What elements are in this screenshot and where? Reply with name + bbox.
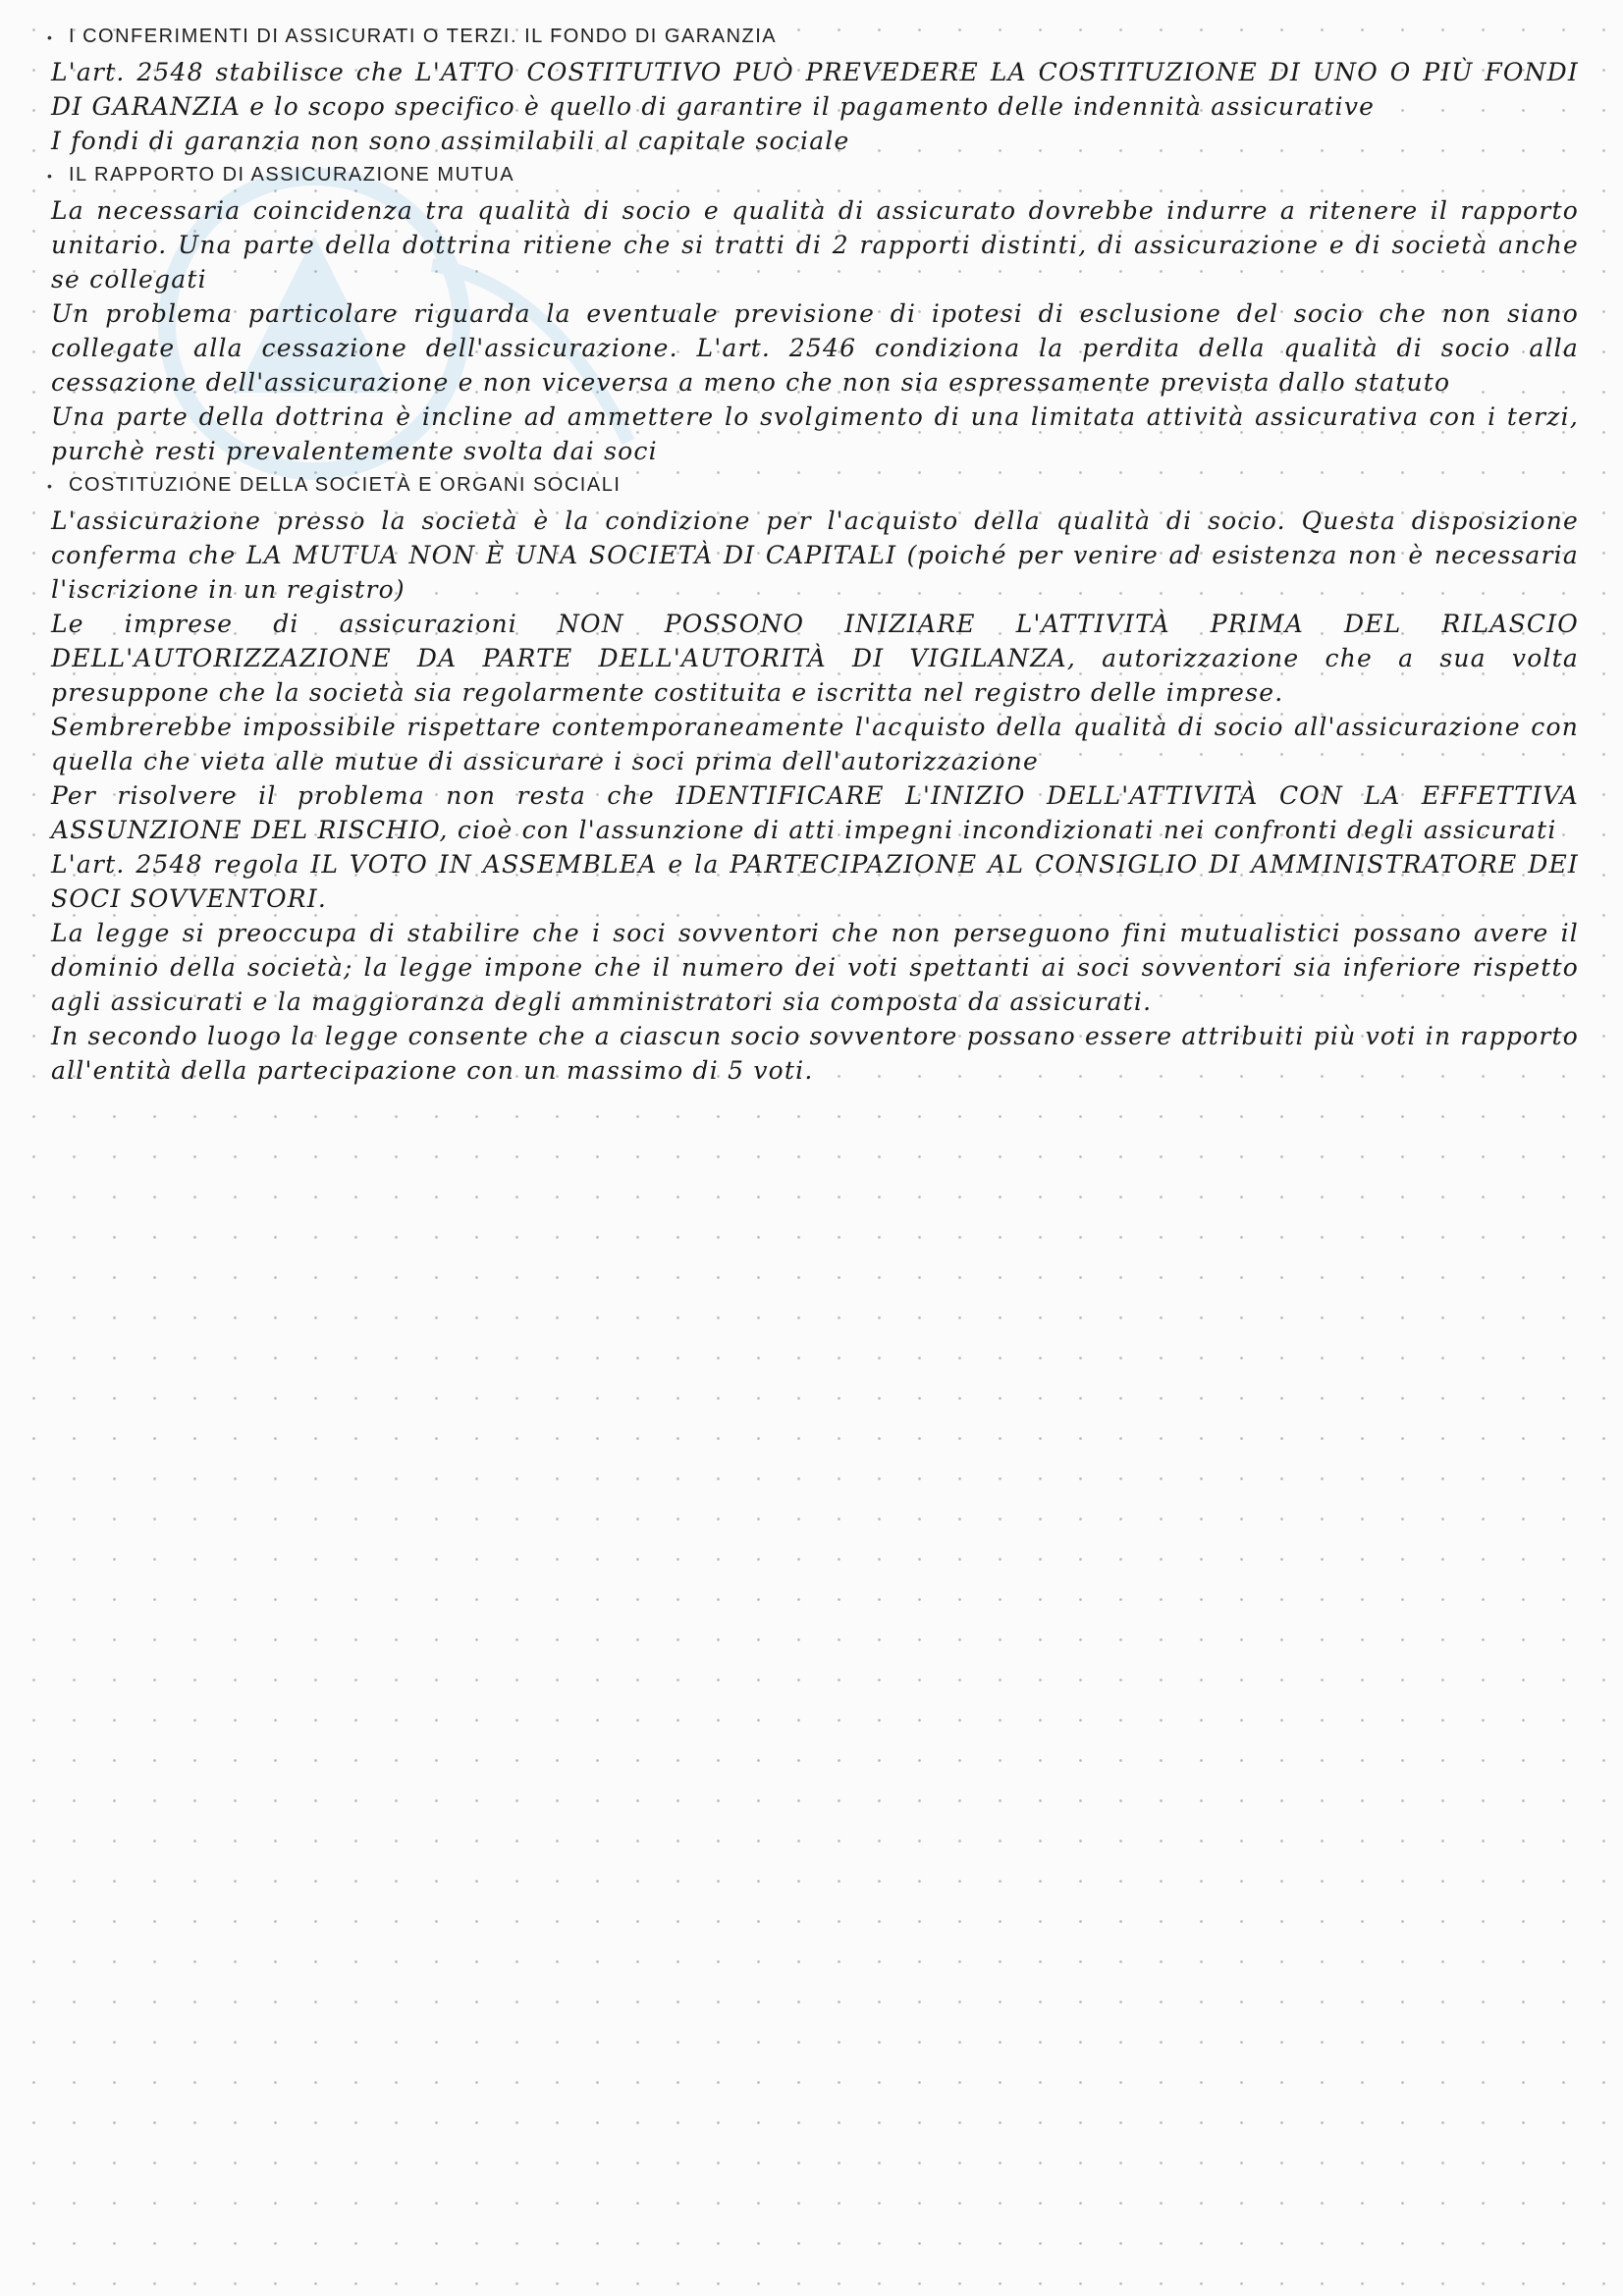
section-heading-text: COSTITUZIONE DELLA SOCIETÀ E ORGANI SOCIALI <box>69 474 622 496</box>
section-rapporto-assicurazione <box>47 160 1579 468</box>
paragraph: L'assicurazione presso la società è la condizione per l'acquisto della qualità di socio. Questa disposizione conferma che LA MUTUA NON È UNA SOCIETÀ DI CAPITALI (poiché per venire ad esistenza non è necessaria l'iscrizione in un registro) <box>51 507 1579 604</box>
bullet-icon: • <box>47 168 54 184</box>
paragraph: Un problema particolare riguarda la eventuale previsione di ipotesi di esclusione del socio che non siano collegate alla cessazione dell'assicurazione. L'art. 2546 condiziona la perdita della qualità di socio alla cessazione dell'assicurazione e non viceversa a meno che non sia espressamente prevista dallo statuto <box>51 299 1579 397</box>
section-heading <box>47 160 1579 191</box>
section-heading-text: IL RAPPORTO DI ASSICURAZIONE MUTUA <box>69 164 515 186</box>
paragraph: Le imprese di assicurazioni NON POSSONO INIZIARE L'ATTIVITÀ PRIMA DEL RILASCIO DELL'AUTORIZZAZIONE DA PARTE DELL'AUTORITÀ DI VIGILANZA, autorizzazione che a sua volta presuppone che la società sia regolarmente costituita e iscritta nel registro delle imprese. <box>51 610 1579 707</box>
section-costituzione-societa <box>47 470 1579 1088</box>
section-fondo-garanzia <box>47 22 1579 158</box>
section-heading-text: I CONFERIMENTI DI ASSICURATI O TERZI. IL FONDO DI GARANZIA <box>69 26 778 47</box>
bullet-icon: • <box>47 478 54 494</box>
paragraph: La legge si preoccupa di stabilire che i soci sovventori che non perseguono fini mutualistici possano avere il dominio della società; la legge impone che il numero dei voti spettanti ai soci sovventori sia inferiore rispetto agli assicurati e la maggioranza degli amministratori sia composta da assicurati. <box>51 919 1579 1016</box>
paragraph: I fondi di garanzia non sono assimilabili al capitale sociale <box>51 127 850 155</box>
section-heading <box>47 470 1579 502</box>
paragraph: L'art. 2548 regola IL VOTO IN ASSEMBLEA e la PARTECIPAZIONE AL CONSIGLIO DI AMMINISTRATORE DEI SOCI SOVVENTORI. <box>51 850 1579 913</box>
bullet-icon: • <box>47 29 54 45</box>
paragraph: Sembrerebbe impossibile rispettare contemporaneamente l'acquisto della qualità di socio all'assicurazione con quella che vieta alle mutue di assicurare i soci prima dell'autorizzazione <box>51 713 1579 775</box>
paragraph: In secondo luogo la legge consente che a ciascun socio sovventore possano essere attribuiti più voti in rapporto all'entità della partecipazione con un massimo di 5 voti. <box>51 1022 1579 1085</box>
paragraph: Una parte della dottrina è incline ad ammettere lo svolgimento di una limitata attività assicurativa con i terzi, purchè resti prevalentemente svolta dai soci <box>51 402 1579 465</box>
paragraph: Per risolvere il problema non resta che IDENTIFICARE L'INIZIO DELL'ATTIVITÀ CON LA EFFETTIVA ASSUNZIONE DEL RISCHIO, cioè con l'assunzione di atti impegni incondizionati nei confronti degli assicurati <box>51 781 1579 844</box>
notes-content <box>47 22 1579 1088</box>
paragraph: L'art. 2548 stabilisce che L'ATTO COSTITUTIVO PUÒ PREVEDERE LA COSTITUZIONE DI UNO O PIÙ FONDI DI GARANZIA e lo scopo specifico è quello di garantire il pagamento delle indennità assicurative <box>51 58 1579 121</box>
paragraph: La necessaria coincidenza tra qualità di socio e qualità di assicurato dovrebbe indurre a ritenere il rapporto unitario. Una parte della dottrina ritiene che si tratti di 2 rapporti distinti, di assicurazione e di società anche se collegati <box>51 196 1579 294</box>
section-heading <box>47 22 1579 53</box>
